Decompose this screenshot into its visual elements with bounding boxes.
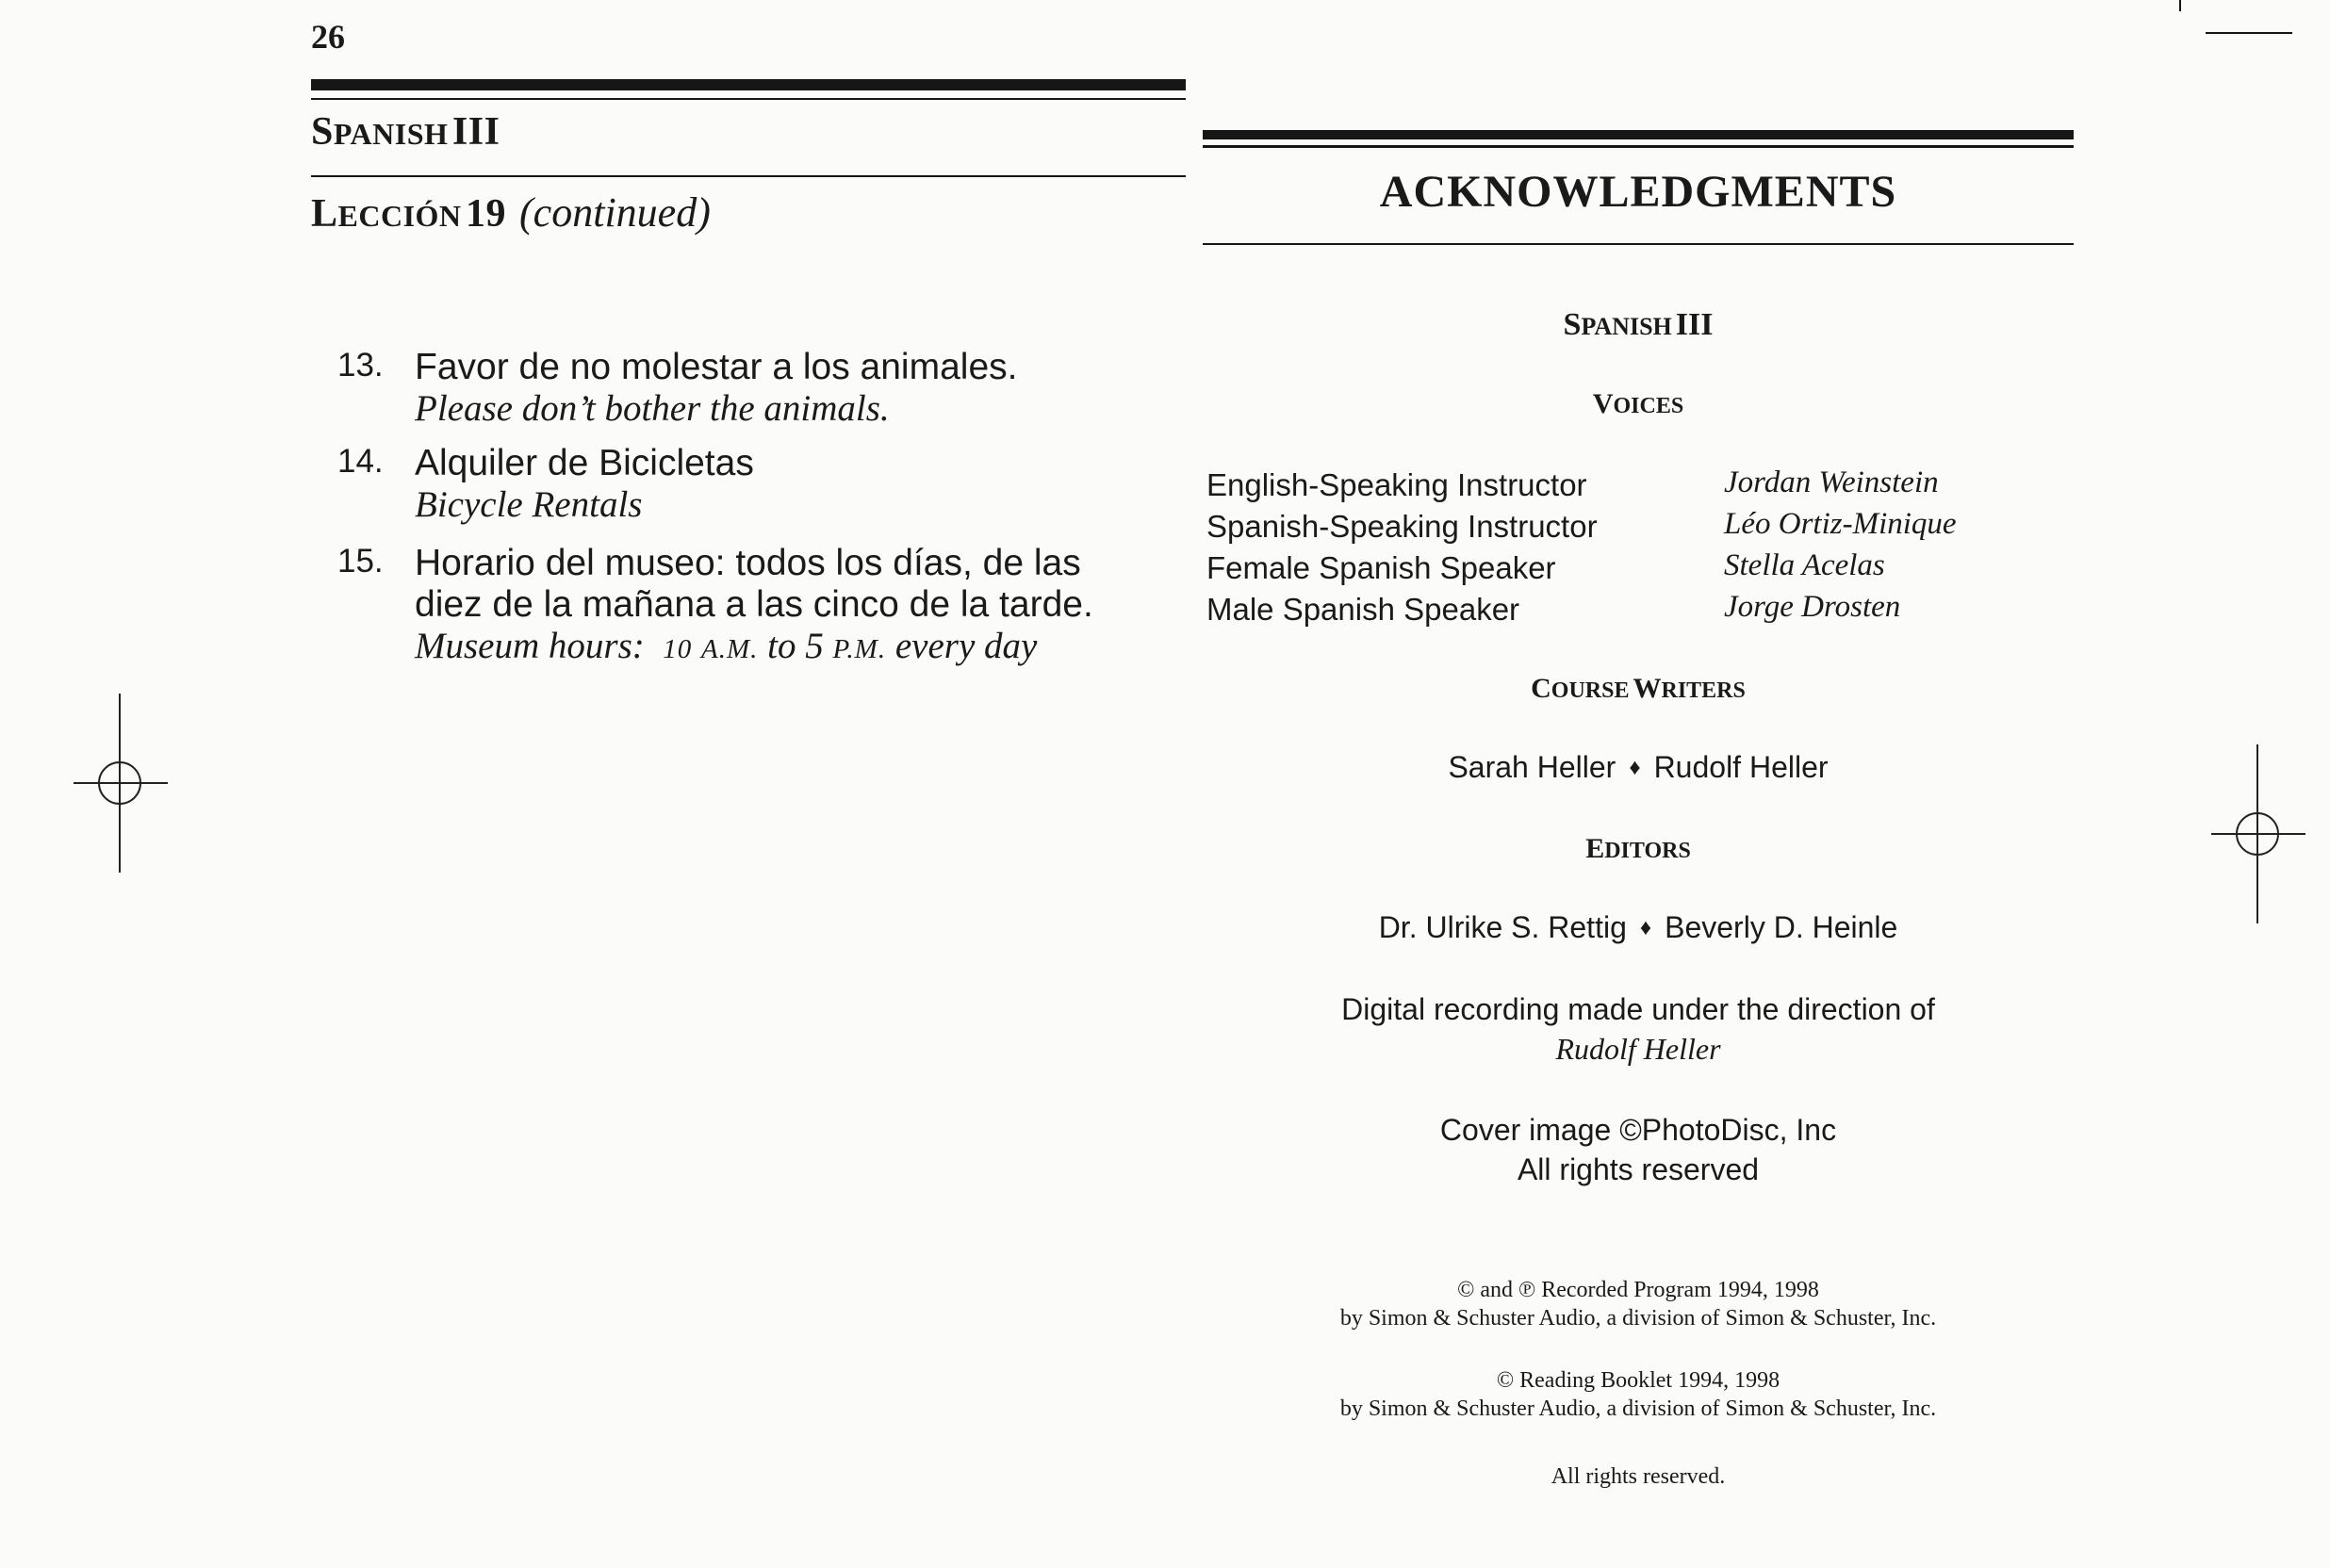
item-spanish: Horario del museo: todos los días, de las	[415, 543, 1081, 583]
crop-mark-top-right-h	[2206, 32, 2292, 34]
editors-names	[1203, 910, 2074, 945]
copyright-program-line-2: by Simon & Schuster Audio, a division of Simon & Schuster, Inc.	[1339, 1306, 1937, 1331]
item-number: 13.	[337, 347, 384, 384]
voices-heading	[1203, 388, 2074, 420]
writers-rest-2: RITERS	[1661, 678, 1746, 703]
course-heading	[1203, 307, 2074, 343]
section-title	[311, 109, 500, 155]
item-english: Bicycle Rentals	[415, 484, 643, 525]
recording-director: Rudolf Heller	[1555, 1032, 1721, 1066]
registration-mark-right	[2211, 744, 2305, 923]
credit-role: Spanish-Speaking Instructor	[1206, 509, 1598, 544]
left-top-thin-rule	[311, 98, 1186, 100]
diamond-icon: ♦	[1639, 915, 1652, 940]
section-title-rest: PANISH	[333, 117, 449, 151]
voices-initial: V	[1592, 388, 1614, 419]
writers-rest: OURSE	[1551, 678, 1630, 703]
final-rights: All rights reserved.	[1551, 1464, 1726, 1489]
editors-heading	[1203, 833, 2074, 865]
item-number: 15.	[337, 543, 384, 580]
writer-name: Sarah Heller	[1448, 750, 1616, 784]
diamond-icon: ♦	[1629, 755, 1641, 780]
left-top-thick-rule	[311, 79, 1186, 90]
copyright-booklet	[1203, 1366, 2074, 1423]
right-title-rule	[1203, 243, 2074, 245]
item-english: Please don’t bother the animals.	[415, 388, 890, 429]
page-number: 26	[311, 18, 345, 56]
lesson-label-rest: ECCIÓN	[337, 199, 462, 233]
item-english-part: A.M.	[700, 634, 759, 664]
editor-name: Dr. Ulrike S. Rettig	[1378, 910, 1627, 944]
section-title-initial: S	[311, 110, 334, 154]
section-title-numeral: III	[451, 110, 500, 154]
item-english-part: 10	[663, 634, 693, 664]
copyright-program	[1203, 1276, 2074, 1332]
copyright-program-line-1: © and ℗ Recorded Program 1994, 1998	[1457, 1278, 1819, 1302]
voices-rest: OICES	[1613, 394, 1684, 418]
writers-initial: C	[1531, 673, 1551, 704]
copyright-booklet-line-2: by Simon & Schuster Audio, a division of Simon & Schuster, Inc.	[1339, 1396, 1937, 1421]
page-title: ACKNOWLEDGMENTS	[1379, 167, 1897, 217]
item-spanish: Alquiler de Bicicletas	[415, 443, 754, 483]
item-english-part: Museum hours:	[415, 626, 645, 666]
item-english	[415, 626, 1186, 670]
right-top-thin-rule	[1203, 145, 2074, 148]
writer-name: Rudolf Heller	[1653, 750, 1829, 784]
course-initial: S	[1563, 307, 1582, 342]
item-spanish: Favor de no molestar a los animales.	[415, 347, 1018, 387]
lesson-title	[311, 188, 711, 237]
copyright-booklet-line-1: © Reading Booklet 1994, 1998	[1496, 1368, 1780, 1393]
list-item	[337, 543, 1186, 670]
writers-initial-2: W	[1633, 673, 1662, 704]
writers-heading	[1203, 673, 2074, 705]
list-item	[337, 347, 1186, 430]
editors-initial: E	[1585, 833, 1605, 864]
cover-credit	[1203, 1110, 2074, 1189]
credit-role: Male Spanish Speaker	[1206, 592, 1520, 627]
credit-name: Stella Acelas	[1724, 548, 1885, 582]
credit-role: English-Speaking Instructor	[1206, 467, 1587, 502]
credit-name: Jorge Drosten	[1724, 590, 1901, 624]
crop-mark-top-right-v	[2179, 0, 2181, 11]
recording-line: Digital recording made under the direction of	[1341, 992, 1935, 1026]
item-number: 14.	[337, 443, 384, 480]
recording-credit	[1203, 989, 2074, 1069]
item-english-part: P.M.	[832, 634, 887, 664]
item-english-part: every day	[894, 626, 1038, 666]
item-english-part: to 5	[767, 626, 824, 666]
lesson-label-initial: L	[311, 192, 338, 236]
course-rest: PANISH	[1581, 313, 1672, 340]
course-numeral: III	[1675, 307, 1714, 342]
left-section-rule	[311, 175, 1186, 177]
cover-rights: All rights reserved	[1517, 1152, 1760, 1186]
item-spanish-continued: diez de la mañana a las cinco de la tarde.	[415, 584, 1093, 625]
lesson-number: 19	[466, 192, 507, 236]
writers-names	[1203, 750, 2074, 785]
credit-name: Léo Ortiz-Minique	[1724, 507, 1957, 541]
registration-mark-left	[74, 694, 168, 873]
editors-rest: DITORS	[1604, 839, 1691, 863]
editor-name: Beverly D. Heinle	[1665, 910, 1898, 944]
lesson-continued: (continued)	[519, 189, 711, 236]
cover-line: Cover image ©PhotoDisc, Inc	[1439, 1113, 1837, 1147]
credit-role: Female Spanish Speaker	[1206, 550, 1556, 585]
right-top-thick-rule	[1203, 130, 2074, 139]
credit-name: Jordan Weinstein	[1724, 466, 1939, 499]
list-item	[337, 443, 1186, 526]
